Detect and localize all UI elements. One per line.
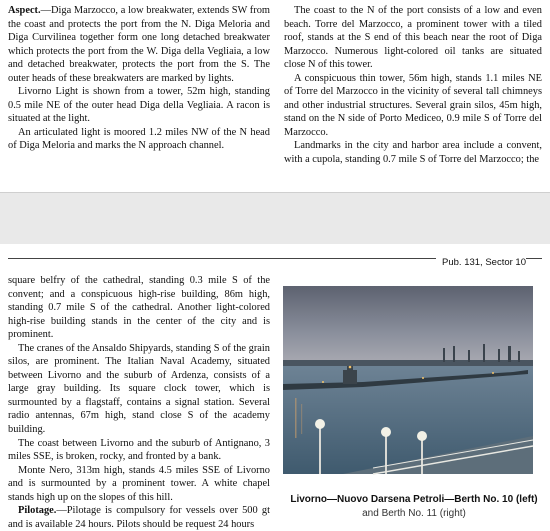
- paragraph-landmarks: Landmarks in the city and harbor area include a convent, with a cupola, standing 0.7 mile S of Torre del Marzocco; the: [284, 140, 542, 166]
- paragraph-belfry: square belfry of the cathedral, standing 0.3 mile S of the convent; and a conspicuous high-rise building, 86m high, standing 0.7 mile S of the cathedral. Another light-colored high-rise building stands in the center of the city and is prominent.: [8, 275, 270, 341]
- paragraph-livorno-light: Livorno Light is shown from a tower, 52m high, standing 0.5 mile NE of the outer head Diga della Vegliaia. A racon is situated at the light.: [8, 86, 270, 125]
- photo-caption-continued: and Berth No. 11 (right): [362, 508, 466, 519]
- pilotage-text: —Pilotage is compulsory for vessels over 500 gt and is available 24 hours. Pilots should be request 24 hours: [8, 505, 270, 530]
- harbor-photo: [283, 286, 533, 474]
- photo-caption: Livorno—Nuovo Darsena Petroli—Berth No. 10 (left): [290, 494, 538, 505]
- page-top: [0, 0, 550, 192]
- paragraph-pilotage: [8, 504, 270, 531]
- page-header: Pub. 131, Sector 10: [436, 257, 526, 268]
- top-left-column: [8, 4, 270, 153]
- paragraph-thin-tower: A conspicuous thin tower, 56m high, stands 1.1 miles NE of Torre del Marzocco in the vicinity of several tall chimneys and other industrial structures. Several grain silos, 45m high, stand on the N side of Porto Mediceo, 0.9 mile S of Torre del Marzocco.: [284, 72, 542, 138]
- paragraph-articulated-light: An articulated light is moored 1.2 miles NW of the N head of Diga Meloria and marks the N approach channel.: [8, 126, 270, 152]
- page-break: [0, 192, 550, 246]
- top-right-column: [284, 4, 542, 167]
- harbor-photo-image: [283, 286, 533, 474]
- paragraph-coast-north: The coast to the N of the port consists of a low and even beach. Torre del Marzocco, a prominent tower with a tiled roof, stands at the S end of this beach near the root of Diga Marzocco. Numerous light-colored oil tanks are situated close N of this tower.: [284, 5, 542, 71]
- page-bottom: [0, 244, 550, 530]
- aspect-heading: Aspect.: [8, 5, 41, 16]
- paragraph-aspect: [8, 4, 270, 85]
- paragraph-cranes: The cranes of the Ansaldo Shipyards, standing S of the grain silos, are prominent. The Italian Naval Academy, situated between Livorno and the suburb of Ardenza, consists of a large gray building. Its square clock tower, which is surmounted by a flagstaff, contains a signal station. Several radio antennas, 67m high, stand close S of the academy building.: [8, 342, 270, 436]
- paragraph-coast-antignano: The coast between Livorno and the suburb of Antignano, 3 miles SSE, is broken, rocky, and fronted by a bank.: [8, 437, 270, 463]
- header-rule: [8, 257, 542, 268]
- bottom-left-column: [8, 274, 270, 531]
- paragraph-monte-nero: Monte Nero, 313m high, stands 4.5 miles SSE of Livorno and is surmounted by a prominent tower. A white chapel stands high up on the slopes of this hill.: [8, 464, 270, 503]
- pilotage-heading: Pilotage.: [18, 505, 57, 517]
- aspect-text: —Diga Marzocco, a low breakwater, extends SW from the coast and protects the port from the N. Diga Meloria and Diga Curvilinea together form one long detached breakwater which protects the port from the W. Diga della Vegliaia, a low and detached breakwater, protects the port from the S. The outer heads of these breakwaters are marked by lights.: [8, 5, 270, 84]
